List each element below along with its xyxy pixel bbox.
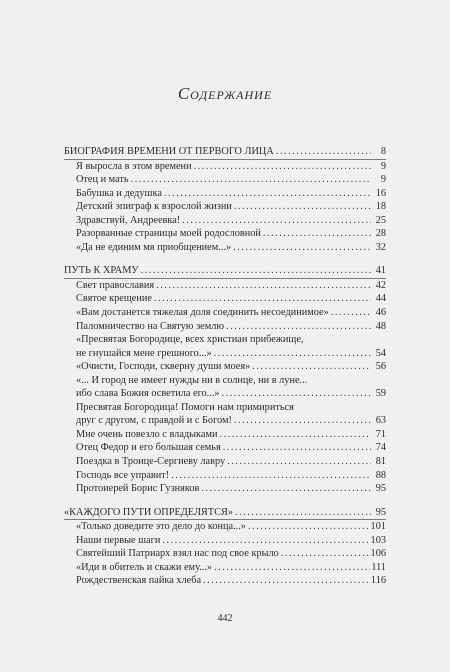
toc-page-number: 16 bbox=[375, 187, 386, 199]
dot-leader bbox=[223, 441, 371, 455]
toc-entry bbox=[64, 455, 386, 469]
toc-entry-title: БИОГРАФИЯ ВРЕМЕНИ ОТ ПЕРВОГО ЛИЦА bbox=[64, 146, 274, 157]
toc-page-number: 18 bbox=[375, 201, 386, 213]
dot-leader bbox=[214, 561, 370, 575]
dot-leader bbox=[331, 306, 371, 320]
dot-leader bbox=[220, 428, 372, 442]
toc-page-number: 106 bbox=[370, 548, 386, 560]
toc-entry-title: Святейший Патриарх взял нас под свое крыло bbox=[76, 548, 279, 560]
toc-entry-title: Отец Федор и его большая семья bbox=[76, 442, 221, 454]
toc-entry-title: Свет православия bbox=[76, 279, 155, 291]
toc-page-number: 9 bbox=[380, 160, 386, 172]
toc-page-number: 48 bbox=[375, 320, 386, 332]
dot-leader bbox=[276, 145, 371, 159]
toc-page-number: 42 bbox=[375, 279, 386, 291]
toc-entry-title: «Очисти, Господи, скверну души моея» bbox=[76, 361, 251, 373]
toc-entry-title: Отец и мать bbox=[76, 174, 129, 186]
toc-entry bbox=[64, 561, 386, 575]
toc-entry bbox=[64, 200, 386, 214]
toc-page-number: 59 bbox=[375, 388, 386, 400]
dot-leader bbox=[281, 547, 370, 561]
toc-entry bbox=[64, 547, 386, 561]
toc-page-number: 101 bbox=[370, 521, 386, 533]
toc-entry-title: Протоиерей Борис Гузняков bbox=[76, 483, 200, 495]
dot-leader bbox=[222, 387, 371, 401]
toc-entry bbox=[64, 214, 386, 228]
toc-entry bbox=[64, 469, 386, 483]
dot-leader bbox=[214, 347, 371, 361]
toc-entry bbox=[64, 482, 386, 496]
toc-entry-title: Паломничество на Святую землю bbox=[76, 320, 225, 332]
toc-page-number: 95 bbox=[375, 506, 386, 518]
dot-leader bbox=[227, 455, 371, 469]
toc-entry-title: «Иди в обитель и скажи ему...» bbox=[76, 561, 213, 573]
toc-page-number: 41 bbox=[375, 265, 386, 277]
toc-entry bbox=[64, 279, 386, 293]
toc-entry-title-line: «... И город не имеет нужды ни в солнце, ни в луне... bbox=[76, 374, 308, 386]
toc-page-number: 32 bbox=[375, 241, 386, 253]
toc-entry-title: «Только доведите это дело до конца...» bbox=[76, 521, 246, 533]
dot-leader bbox=[235, 506, 371, 520]
toc-entry-title-line: Пресвятая Богородица! Помоги нам примириться bbox=[76, 401, 294, 413]
toc-page-number: 74 bbox=[375, 442, 386, 454]
toc-entry bbox=[64, 227, 386, 241]
toc-page-number: 25 bbox=[375, 214, 386, 226]
toc-section-heading bbox=[64, 145, 386, 159]
toc-page-number: 103 bbox=[370, 534, 386, 546]
toc-entry bbox=[64, 306, 386, 320]
table-of-contents bbox=[64, 145, 386, 588]
dot-leader bbox=[131, 173, 371, 187]
dot-leader bbox=[154, 292, 371, 306]
toc-entry bbox=[64, 320, 386, 334]
dot-leader bbox=[201, 482, 371, 496]
toc-page-number: 46 bbox=[375, 307, 386, 319]
toc-entry-title: Наши первые шаги bbox=[76, 534, 161, 546]
toc-entry bbox=[64, 292, 386, 306]
toc-entry bbox=[64, 160, 386, 174]
toc-entry-title: Я выросла в этом времени bbox=[76, 160, 192, 172]
toc-section bbox=[64, 506, 386, 588]
toc-entry-title: не гнушайся мене грешного...» bbox=[76, 347, 212, 359]
dot-leader bbox=[141, 264, 371, 278]
dot-leader bbox=[248, 520, 370, 534]
toc-page-number: 8 bbox=[380, 146, 386, 157]
dot-leader bbox=[233, 241, 371, 255]
toc-page-number: 63 bbox=[375, 415, 386, 427]
toc-section bbox=[64, 264, 386, 495]
toc-entry-title: ибо слава Божия осветила его...» bbox=[76, 388, 220, 400]
toc-entry bbox=[64, 173, 386, 187]
dot-leader bbox=[203, 574, 370, 588]
toc-page-number: 54 bbox=[375, 347, 386, 359]
toc-page-number: 44 bbox=[375, 293, 386, 305]
dot-leader bbox=[263, 227, 371, 241]
toc-page-number: 88 bbox=[375, 469, 386, 481]
dot-leader bbox=[252, 360, 371, 374]
toc-page-number: 56 bbox=[375, 361, 386, 373]
dot-leader bbox=[234, 414, 371, 428]
toc-entry-title: «Вам достанется тяжелая доля соединить несоединимое» bbox=[76, 307, 329, 319]
toc-entry-title-line: «Пресвятая Богородице, всех христиан прибежище, bbox=[76, 334, 304, 346]
toc-page-number: 81 bbox=[375, 456, 386, 468]
toc-section bbox=[64, 145, 386, 254]
toc-entry bbox=[64, 241, 386, 255]
toc-entry-title: Детский эпиграф к взрослой жизни bbox=[76, 201, 232, 213]
toc-entry-title: «КАЖДОГО ПУТИ ОПРЕДЕЛЯТСЯ» bbox=[64, 506, 233, 518]
toc-entry bbox=[64, 428, 386, 442]
page-title: Содержание bbox=[177, 84, 273, 103]
toc-page-number: 116 bbox=[370, 575, 386, 587]
toc-entry-title: Господь все управит! bbox=[76, 469, 170, 481]
toc-entry bbox=[64, 520, 386, 534]
dot-leader bbox=[194, 160, 371, 174]
toc-section-heading bbox=[64, 264, 386, 278]
toc-entry bbox=[64, 187, 386, 201]
toc-entry-title: ПУТЬ К ХРАМУ bbox=[64, 265, 139, 277]
toc-entry bbox=[64, 387, 386, 401]
toc-entry-title: друг с другом, с правдой и с Богом! bbox=[76, 415, 232, 427]
toc-entry-title: Рождественская пайка хлеба bbox=[76, 575, 202, 587]
dot-leader bbox=[226, 320, 371, 334]
page-number: 442 bbox=[217, 613, 233, 624]
toc-entry bbox=[64, 360, 386, 374]
toc-section-heading bbox=[64, 506, 386, 520]
toc-entry-title: Святое крещение bbox=[76, 293, 152, 305]
toc-page-number: 28 bbox=[375, 228, 386, 240]
toc-entry bbox=[64, 534, 386, 548]
toc-entry bbox=[64, 441, 386, 455]
toc-entry-title: Здравствуй, Андреевка! bbox=[76, 214, 181, 226]
toc-page-number: 71 bbox=[375, 428, 386, 440]
dot-leader bbox=[182, 214, 371, 228]
toc-entry bbox=[64, 574, 386, 588]
toc-entry-title: «Да не единим мя приобщением...» bbox=[76, 241, 232, 253]
dot-leader bbox=[234, 200, 371, 214]
dot-leader bbox=[162, 534, 369, 548]
toc-page-number: 95 bbox=[375, 483, 386, 495]
dot-leader bbox=[156, 279, 371, 293]
toc-entry-title: Мне очень повезло с владыками bbox=[76, 428, 218, 440]
toc-entry-title: Бабушка и дедушка bbox=[76, 187, 162, 199]
toc-page-number: 111 bbox=[371, 561, 386, 573]
toc-entry bbox=[64, 347, 386, 361]
toc-entry-title: Разорванные страницы моей родословной bbox=[76, 228, 261, 240]
toc-entry bbox=[64, 414, 386, 428]
dot-leader bbox=[171, 469, 371, 483]
toc-entry-title: Поездка в Троице-Сергиеву лавру bbox=[76, 456, 226, 468]
toc-page-number: 9 bbox=[380, 174, 386, 186]
dot-leader bbox=[164, 187, 371, 201]
